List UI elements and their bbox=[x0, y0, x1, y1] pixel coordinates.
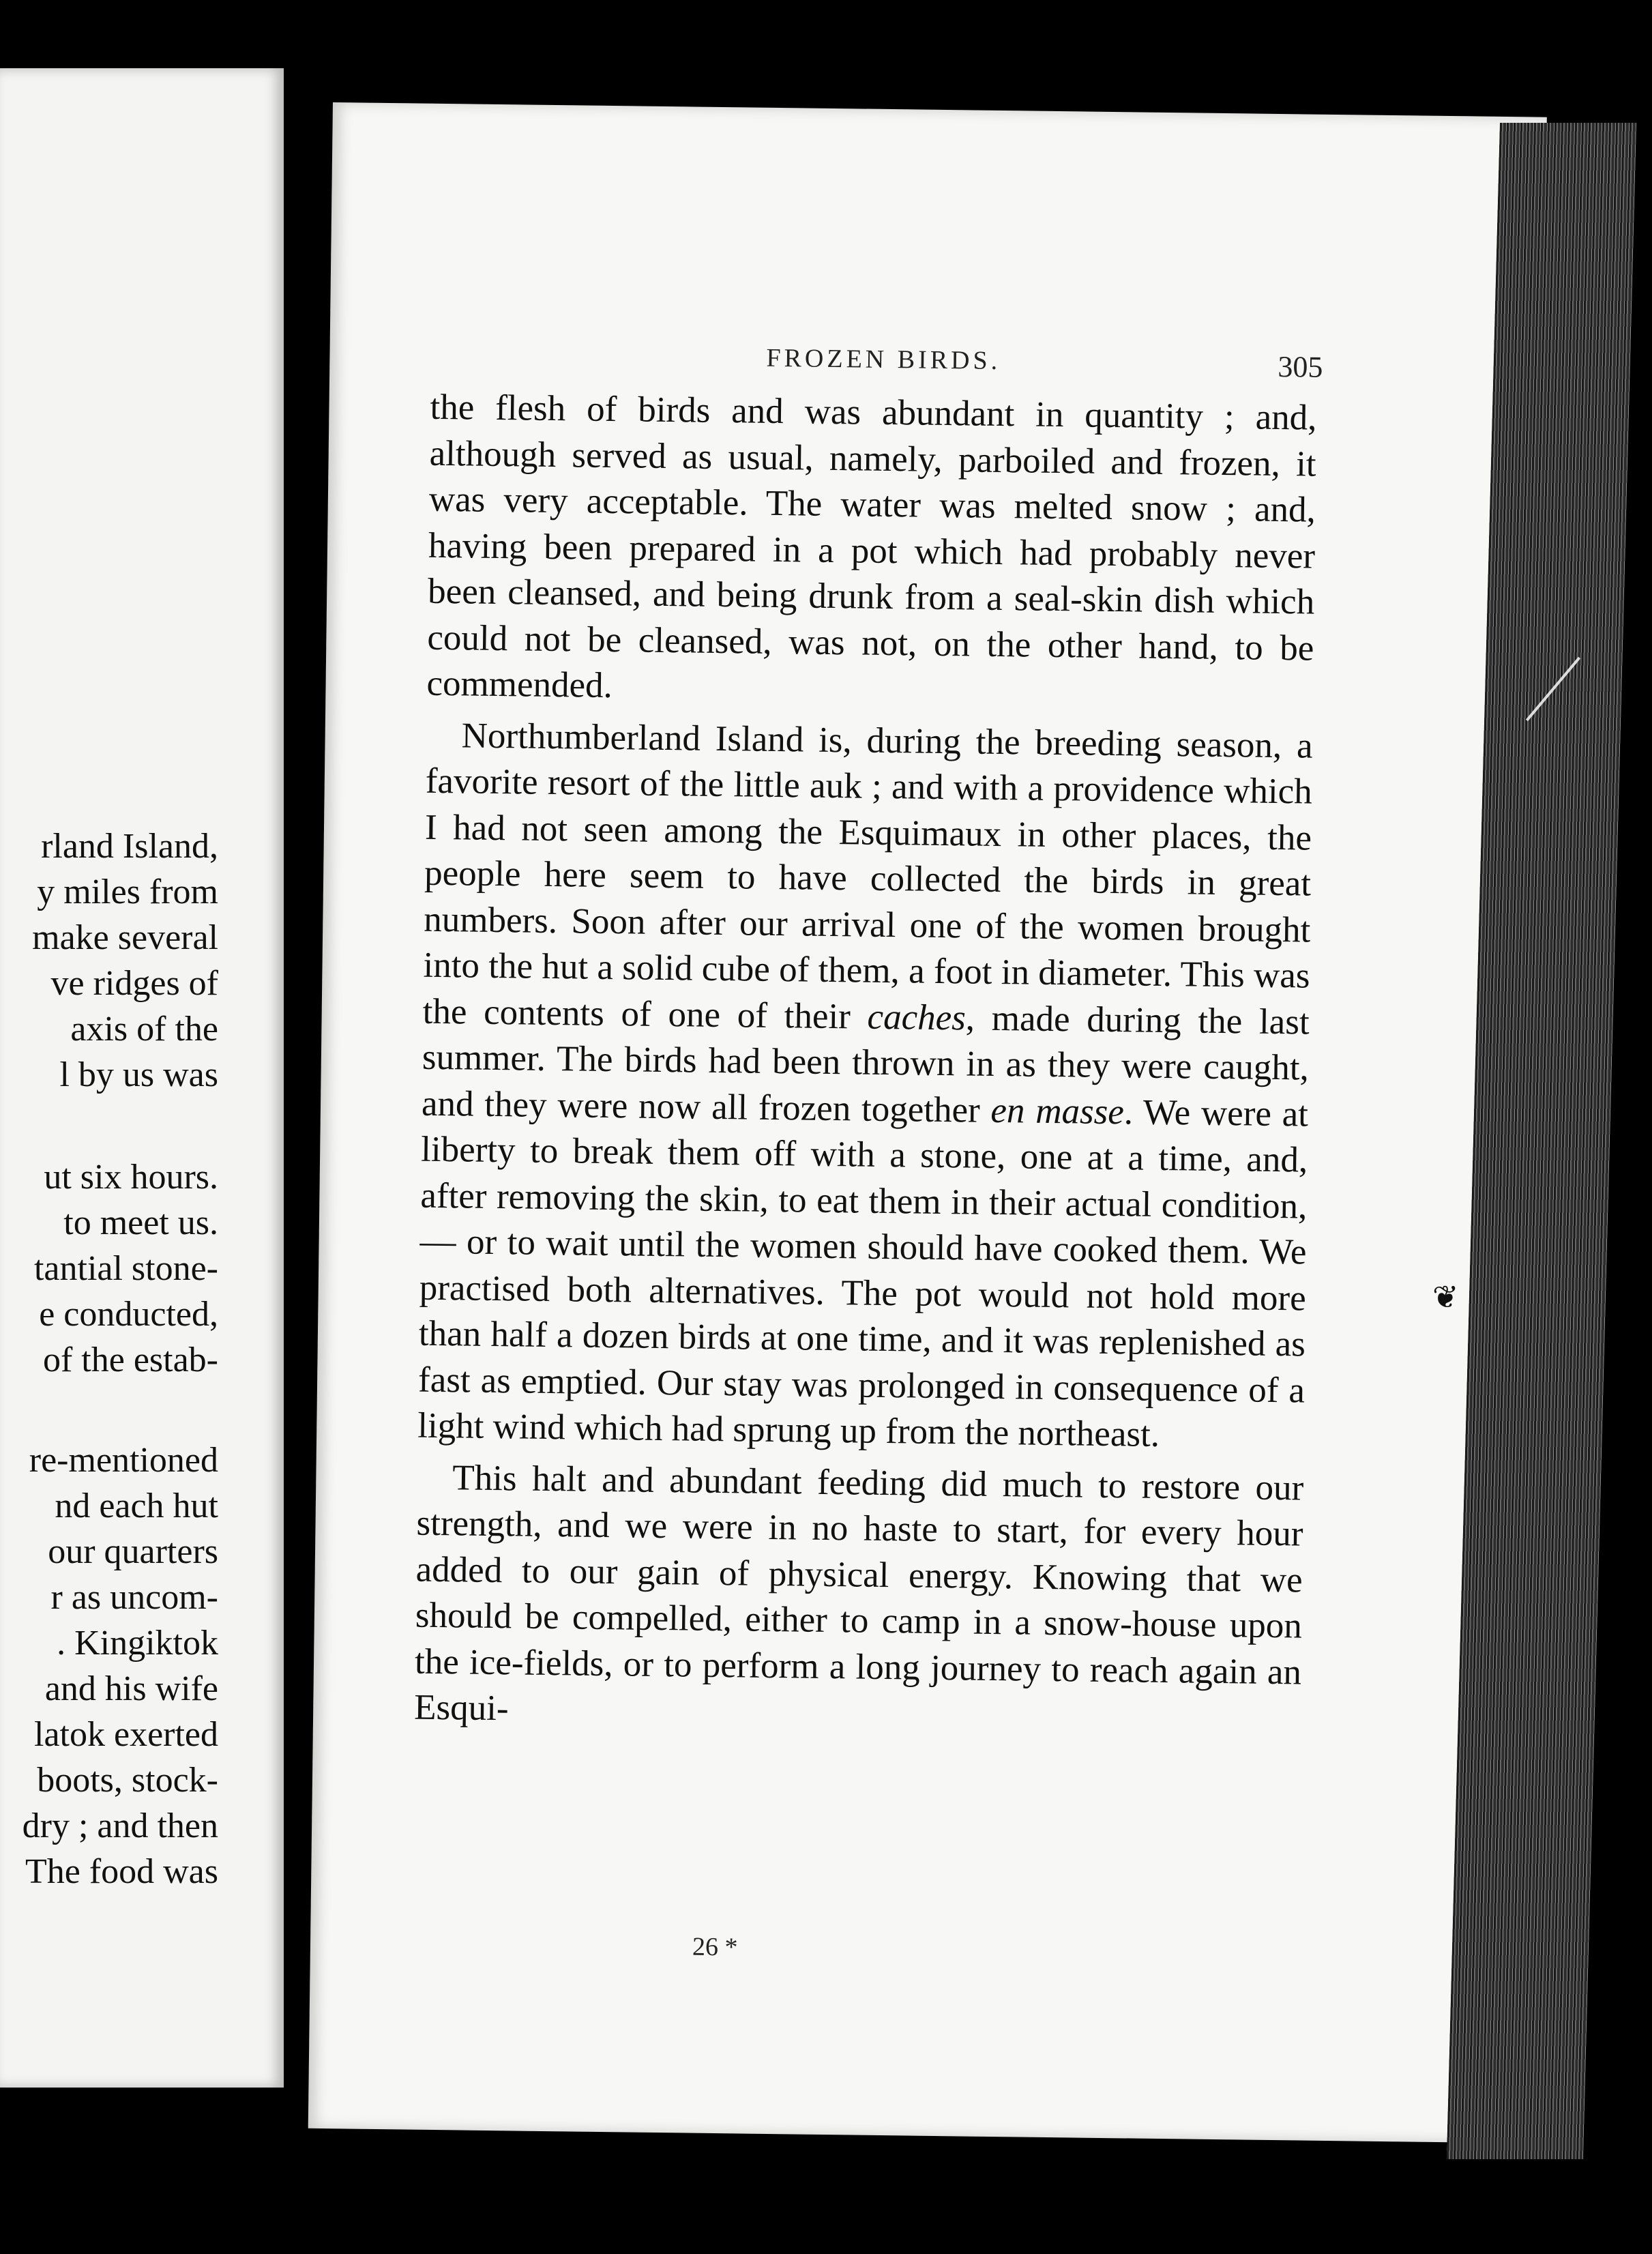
ornament-icon: ❦ bbox=[1432, 1280, 1459, 1315]
left-page-line: . Kingiktok bbox=[57, 1624, 218, 1663]
left-page-line: nd each hut bbox=[55, 1487, 218, 1525]
left-page-line: y miles from bbox=[37, 873, 218, 911]
left-page-line: re-mentioned bbox=[29, 1441, 218, 1480]
body-text bbox=[414, 385, 1317, 1742]
left-page-line: our quarters bbox=[48, 1532, 218, 1571]
paragraph-northumberland: Northumberland Island is, during the breeding season, a favorite resort of the little auk ; and with a providence which I had not seen among the Esquimaux in other places, the people here seem to have collected the birds in great numbers. Soon after our arrival one of the women brought into the hut a solid cube of them, a foot in diameter. This was the contents of one of their caches, made during the last summer. The birds had been thrown in as they were caught, and they were now all frozen together en masse. We were at liberty to break them off with a stone, one at a time, and, after removing the skin, to eat them in their actual condition, — or to wait until the women should have cooked them. We practised both alternatives. The pot would not hold more than half a dozen birds at one time, and it was replenished as fast as emptied. Our stay was prolonged in consequence of a light wind which had sprung up from the northeast. bbox=[417, 715, 1313, 1454]
left-page-line: ut six hours. bbox=[44, 1158, 218, 1197]
left-page-line: make several bbox=[32, 918, 218, 957]
left-page-line: and his wife bbox=[44, 1669, 218, 1708]
left-page-line: r as uncom- bbox=[50, 1578, 218, 1617]
left-page-line: latok exerted bbox=[34, 1715, 218, 1754]
left-page-line: e conducted, bbox=[39, 1295, 218, 1334]
book-page-305 bbox=[308, 102, 1547, 2143]
left-page-line: The food was bbox=[25, 1852, 218, 1891]
left-page-line: axis of the bbox=[70, 1010, 218, 1049]
left-page-line: tantial stone- bbox=[33, 1249, 218, 1288]
signature-mark: 26 * bbox=[692, 1932, 738, 1962]
facing-page-left bbox=[0, 68, 284, 2088]
left-page-line: to meet us. bbox=[63, 1203, 218, 1242]
paragraph-halt: This halt and abundant feeding did much to restore our strength, and we were in no haste to start, for every hour added to our gain of physical energy. Knowing that we should be compelled, either to camp in a snow-house upon the ice-fields, or to perform a long journey to reach again an Esqui- bbox=[413, 1457, 1304, 1729]
running-head: FROZEN BIRDS. bbox=[766, 343, 1001, 375]
left-page-line: of the estab- bbox=[42, 1341, 218, 1379]
left-page-line: boots, stock- bbox=[37, 1761, 218, 1800]
left-page-line: dry ; and then bbox=[22, 1806, 218, 1845]
left-page-line: l by us was bbox=[59, 1055, 218, 1094]
left-page-line: rland Island, bbox=[41, 827, 218, 866]
page-number: 305 bbox=[1278, 349, 1323, 384]
paragraph-continued: the flesh of birds and was abundant in quantity ; and, although served as usual, namely, parboiled and frozen, it was very acceptable. The water was melted snow ; and, having been prepared in a pot which had probably never been cleansed, and being drunk from a seal-skin dish which could not be cleansed, was not, on the other hand, to be commended. bbox=[426, 387, 1317, 706]
left-page-line: ve ridges of bbox=[50, 964, 218, 1003]
